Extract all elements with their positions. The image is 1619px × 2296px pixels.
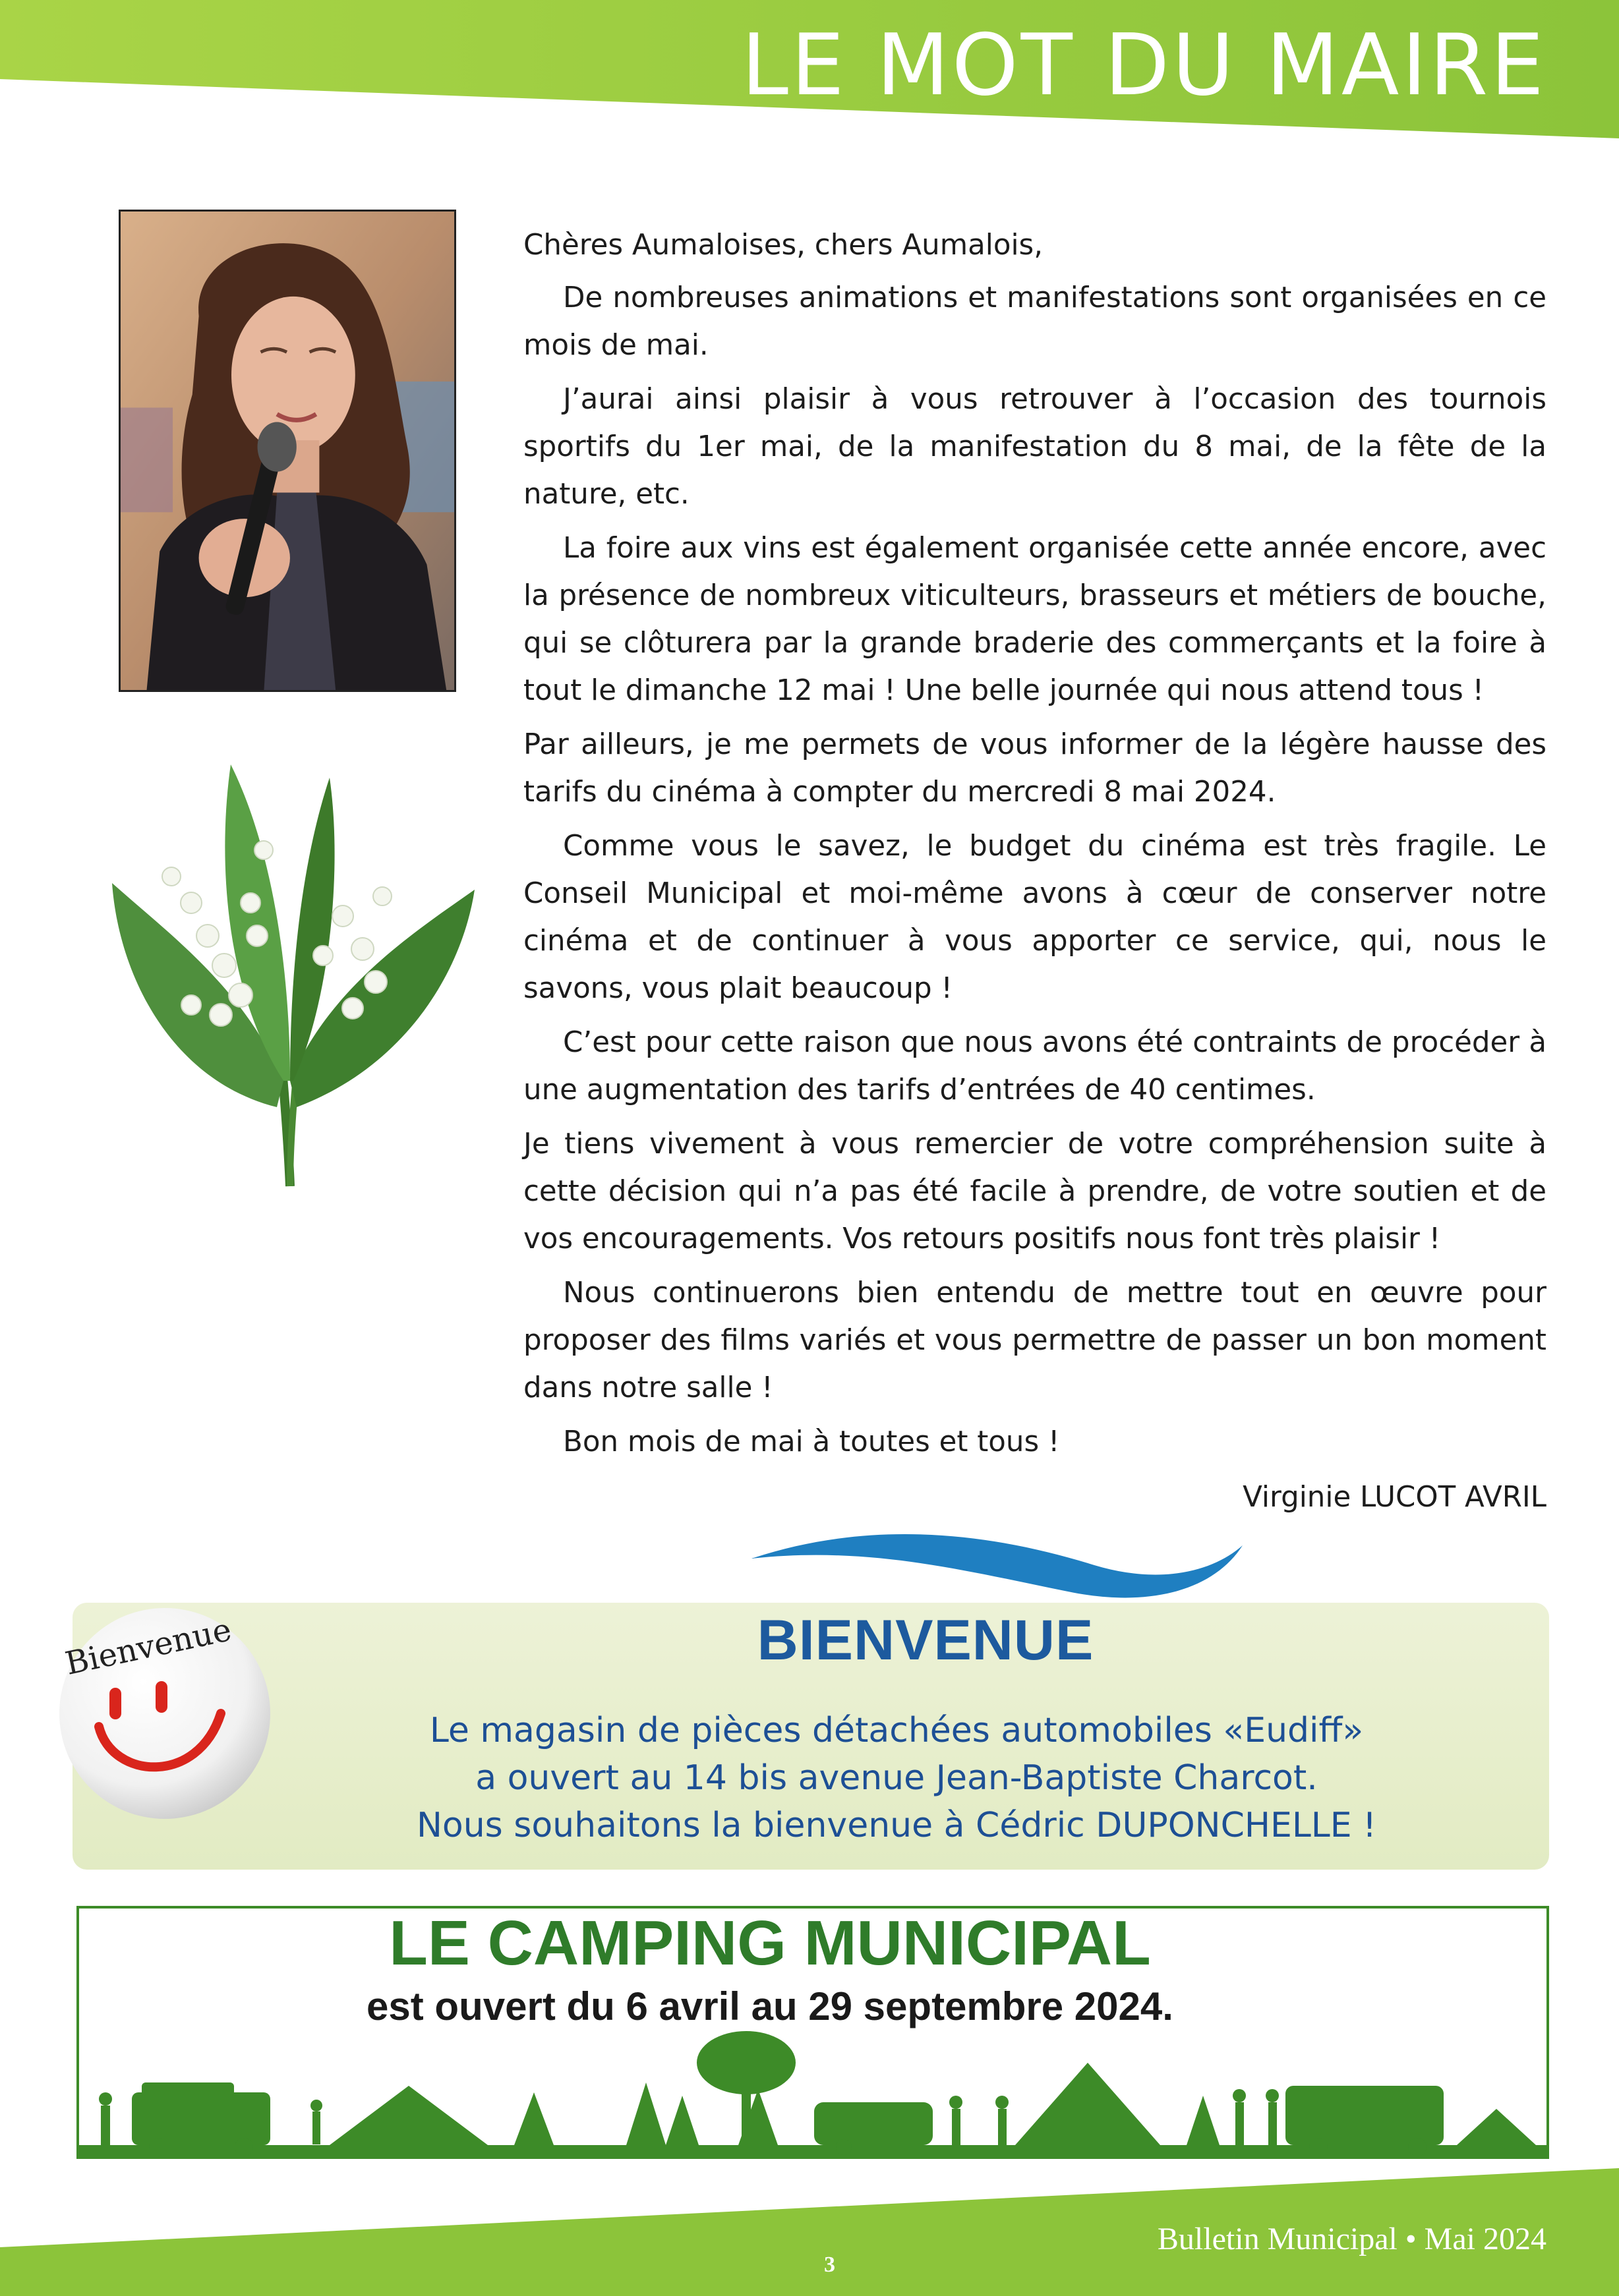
camping-title: LE CAMPING MUNICIPAL <box>389 1908 1151 1978</box>
footer-publication: Bulletin Municipal • Mai 2024 <box>1157 2222 1546 2256</box>
lily-of-the-valley-image <box>92 738 488 1199</box>
smiley-badge-icon <box>40 1588 290 1839</box>
page-title: LE MOT DU MAIRE <box>741 16 1546 115</box>
letter-paragraph: Par ailleurs, je me permets de vous informer de la légère hausse des tarifs du cinéma à compter du mercredi 8 mai 2024. <box>523 728 1546 809</box>
welcome-text <box>316 1707 1477 1849</box>
letter-paragraph: J’aurai ainsi plaisir à vous retrouver à l’occasion des tournois sportifs du 1er mai, de la manifestation du 8 mai, de la fête de la nature, etc. <box>523 383 1546 511</box>
welcome-line: Le magasin de pièces détachées automobiles «Eudiff» <box>429 1711 1364 1750</box>
wave-divider <box>751 1519 1252 1605</box>
camping-subtitle: est ouvert du 6 avril au 29 septembre 2024. <box>367 1984 1173 2028</box>
welcome-title: BIENVENUE <box>757 1609 1094 1672</box>
letter-signature: Virginie LUCOT AVRIL <box>1243 1481 1546 1514</box>
camping-silhouette-scene <box>79 2030 1546 2156</box>
letter-paragraph: De nombreuses animations et manifestations sont organisées en ce mois de mai. <box>523 281 1546 362</box>
mayor-letter <box>523 221 1546 1528</box>
letter-greeting: Chères Aumaloises, chers Aumalois, <box>523 229 1044 262</box>
letter-paragraph: Comme vous le savez, le budget du cinéma est très fragile. Le Conseil Municipal et moi-même avons à cœur de conserver notre cinéma et de continuer à vous apporter ce service, qui, nous le savons, vous plait beaucoup ! <box>523 830 1546 1005</box>
letter-paragraph: Nous continuerons bien entendu de mettre tout en œuvre pour proposer des films variés et vous permettre de passer un bon moment dans notre salle ! <box>523 1277 1546 1404</box>
welcome-line: Nous souhaitons la bienvenue à Cédric DUPONCHELLE ! <box>416 1806 1377 1845</box>
welcome-line: a ouvert au 14 bis avenue Jean-Baptiste Charcot. <box>475 1758 1318 1798</box>
letter-paragraph: La foire aux vins est également organisée cette année encore, avec la présence de nombreux viticulteurs, brasseurs et métiers de bouche, qui se clôturera par la grande braderie des commerçants et la foire à tout le dimanche 12 mai ! Une belle journée qui nous attend tous ! <box>523 532 1546 707</box>
badge-text: Bienvenue <box>62 1611 235 1682</box>
letter-paragraph: C’est pour cette raison que nous avons été contraints de procéder à une augmentation des tarifs d’entrées de 40 centimes. <box>523 1026 1546 1106</box>
mayor-portrait <box>119 210 456 692</box>
letter-closing: Bon mois de mai à toutes et tous ! <box>563 1425 1060 1458</box>
page-number: 3 <box>824 2253 835 2277</box>
letter-paragraph: Je tiens vivement à vous remercier de votre compréhension suite à cette décision qui n’a pas été facile à prendre, de votre soutien et de vos encouragements. Vos retours positifs nous font très plaisir ! <box>523 1128 1546 1255</box>
